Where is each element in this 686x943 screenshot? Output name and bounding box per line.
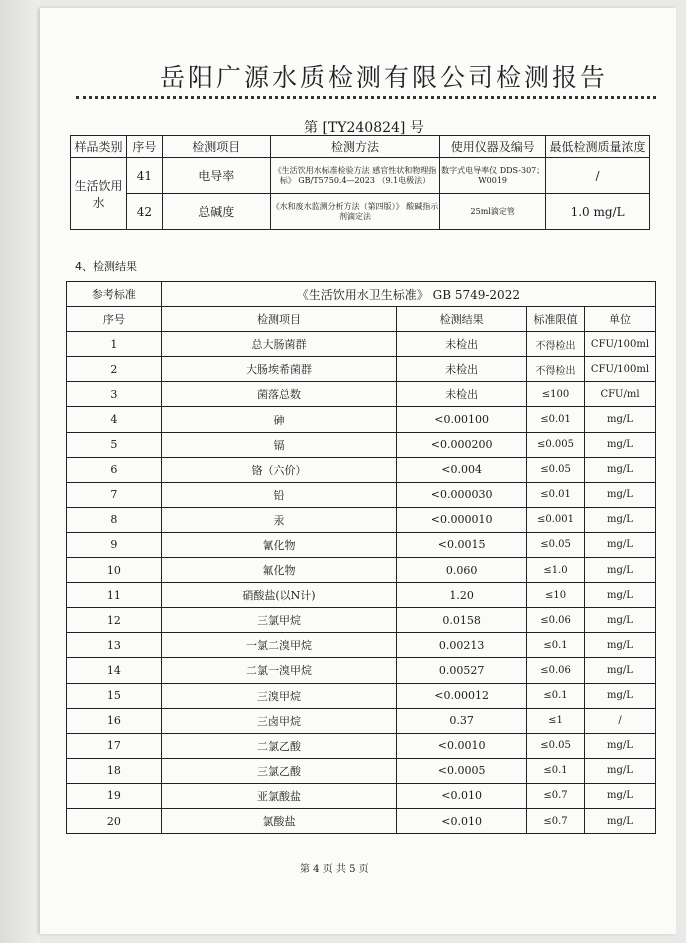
section-title: 4、检测结果 [75, 260, 137, 273]
results-table [66, 281, 656, 834]
row-no: 14 [67, 658, 162, 683]
title-divider [76, 96, 656, 99]
row-limit: ≤0.1 [527, 683, 585, 708]
row-limit: ≤0.06 [527, 658, 585, 683]
table-row [67, 608, 656, 633]
row-item: 总大肠菌群 [161, 332, 396, 357]
row-result: <0.010 [397, 808, 527, 833]
row-limit: ≤0.05 [527, 733, 585, 758]
table-row [67, 457, 656, 482]
table-row [67, 708, 656, 733]
row-item: 亚氯酸盐 [161, 783, 396, 808]
row-no: 6 [67, 457, 162, 482]
row-no: 3 [67, 382, 162, 407]
row-item: 铬（六价） [161, 457, 396, 482]
report-number: 第 [TY240824] 号 [304, 120, 424, 136]
row-unit: CFU/100ml [585, 332, 656, 357]
row-unit: mg/L [585, 507, 656, 532]
page-shadow-edge [0, 0, 40, 943]
header-no: 序号 [126, 136, 162, 158]
row-unit: mg/L [585, 457, 656, 482]
methods-header-row [71, 136, 650, 158]
methods-row [71, 194, 650, 230]
row-unit: mg/L [585, 808, 656, 833]
row-no: 1 [67, 332, 162, 357]
table-row [67, 633, 656, 658]
reference-label: 参考标准 [67, 282, 162, 307]
header-test-item: 检测项目 [162, 136, 270, 158]
row-item: 三溴甲烷 [161, 683, 396, 708]
table-row [67, 683, 656, 708]
row-result: 0.00213 [397, 633, 527, 658]
sample-category: 生活饮用水 [71, 158, 127, 230]
row-result: <0.00100 [397, 407, 527, 432]
row-limit: ≤0.05 [527, 532, 585, 557]
table-row [67, 532, 656, 557]
report-title: 岳阳广源水质检测有限公司检测报告 [159, 63, 608, 92]
table-row [67, 382, 656, 407]
header-instrument: 使用仪器及编号 [440, 136, 546, 158]
row-unit: mg/L [585, 783, 656, 808]
table-row [67, 507, 656, 532]
row-unit: mg/L [585, 758, 656, 783]
row-result: 0.060 [397, 558, 527, 583]
row-item: 总碱度 [162, 194, 270, 230]
row-unit: CFU/ml [585, 382, 656, 407]
table-row [67, 357, 656, 382]
table-row [67, 332, 656, 357]
row-no: 13 [67, 633, 162, 658]
row-result: <0.0005 [397, 758, 527, 783]
row-limit: ≤0.005 [527, 432, 585, 457]
row-result: <0.0015 [397, 532, 527, 557]
reference-row [67, 282, 656, 307]
row-limit: ≤0.001 [527, 507, 585, 532]
row-item: 铅 [161, 482, 396, 507]
row-result: <0.000200 [397, 432, 527, 457]
row-item: 一氯二溴甲烷 [161, 633, 396, 658]
row-item: 三氯甲烷 [161, 608, 396, 633]
row-limit: ≤1 [527, 708, 585, 733]
row-result: <0.0010 [397, 733, 527, 758]
row-no: 17 [67, 733, 162, 758]
row-min-conc: / [546, 158, 650, 194]
row-no: 15 [67, 683, 162, 708]
table-row [67, 407, 656, 432]
row-unit: mg/L [585, 558, 656, 583]
row-result: <0.004 [397, 457, 527, 482]
table-row [67, 558, 656, 583]
row-unit: mg/L [585, 608, 656, 633]
row-unit: mg/L [585, 733, 656, 758]
row-unit: mg/L [585, 432, 656, 457]
row-item: 汞 [161, 507, 396, 532]
row-item: 氯酸盐 [161, 808, 396, 833]
row-item: 氟化物 [161, 558, 396, 583]
row-limit: ≤0.05 [527, 457, 585, 482]
row-no: 20 [67, 808, 162, 833]
row-item: 电导率 [162, 158, 270, 194]
header-test-method: 检测方法 [270, 136, 440, 158]
header-test-item: 检测项目 [161, 307, 396, 332]
row-instrument: 数字式电导率仪 DDS-307； W0019 [440, 158, 546, 194]
row-result: 0.0158 [397, 608, 527, 633]
table-row [67, 432, 656, 457]
results-header-row [67, 307, 656, 332]
row-item: 菌落总数 [161, 382, 396, 407]
row-no: 4 [67, 407, 162, 432]
table-row [67, 733, 656, 758]
row-item: 二氯乙酸 [161, 733, 396, 758]
row-result: 未检出 [397, 357, 527, 382]
table-row [67, 808, 656, 833]
row-result: 0.00527 [397, 658, 527, 683]
row-item: 镉 [161, 432, 396, 457]
row-item: 三氯乙酸 [161, 758, 396, 783]
table-row [67, 583, 656, 608]
row-limit: ≤0.1 [527, 633, 585, 658]
row-unit: mg/L [585, 633, 656, 658]
row-result: <0.010 [397, 783, 527, 808]
row-item: 二氯一溴甲烷 [161, 658, 396, 683]
methods-row [71, 158, 650, 194]
row-unit: mg/L [585, 532, 656, 557]
header-no: 序号 [67, 307, 162, 332]
row-result: 未检出 [397, 382, 527, 407]
row-no: 41 [126, 158, 162, 194]
header-unit: 单位 [585, 307, 656, 332]
table-row [67, 783, 656, 808]
row-limit: 不得检出 [527, 332, 585, 357]
row-item: 三卤甲烷 [161, 708, 396, 733]
row-limit: ≤1.0 [527, 558, 585, 583]
row-unit: mg/L [585, 482, 656, 507]
row-limit: ≤0.7 [527, 783, 585, 808]
reference-standard: 《生活饮用水卫生标准》 GB 5749-2022 [161, 282, 655, 307]
row-no: 12 [67, 608, 162, 633]
row-no: 10 [67, 558, 162, 583]
row-unit: mg/L [585, 658, 656, 683]
header-min-concentration: 最低检测质量浓度 [546, 136, 650, 158]
page-footer: 第 4 页 共 5 页 [300, 864, 369, 875]
row-no: 5 [67, 432, 162, 457]
row-limit: ≤0.1 [527, 758, 585, 783]
row-min-conc: 1.0 mg/L [546, 194, 650, 230]
row-no: 42 [126, 194, 162, 230]
row-unit: mg/L [585, 583, 656, 608]
row-item: 硝酸盐(以N计) [161, 583, 396, 608]
row-unit: mg/L [585, 683, 656, 708]
row-method: 《生活饮用水标准检验方法 感官性状和物理指标》 GB/T5750.4—2023 （9.1电极法） [270, 158, 440, 194]
row-result: <0.00012 [397, 683, 527, 708]
row-no: 16 [67, 708, 162, 733]
row-result: <0.000030 [397, 482, 527, 507]
row-no: 7 [67, 482, 162, 507]
row-no: 11 [67, 583, 162, 608]
row-result: 0.37 [397, 708, 527, 733]
row-unit: / [585, 708, 656, 733]
row-limit: 不得检出 [527, 357, 585, 382]
row-no: 9 [67, 532, 162, 557]
table-row [67, 482, 656, 507]
row-result: <0.000010 [397, 507, 527, 532]
row-limit: ≤0.01 [527, 407, 585, 432]
row-limit: ≤100 [527, 382, 585, 407]
row-item: 大肠埃希菌群 [161, 357, 396, 382]
header-result: 检测结果 [397, 307, 527, 332]
row-no: 8 [67, 507, 162, 532]
row-item: 氰化物 [161, 532, 396, 557]
row-limit: ≤0.06 [527, 608, 585, 633]
document-page [40, 8, 676, 934]
row-limit: ≤0.01 [527, 482, 585, 507]
table-row [67, 658, 656, 683]
row-unit: mg/L [585, 407, 656, 432]
row-instrument: 25ml滴定管 [440, 194, 546, 230]
row-unit: CFU/100ml [585, 357, 656, 382]
methods-table [70, 135, 650, 230]
row-method: 《水和废水监测分析方法（第四版）》 酸碱指示剂滴定法 [270, 194, 440, 230]
table-row [67, 758, 656, 783]
row-no: 18 [67, 758, 162, 783]
row-no: 19 [67, 783, 162, 808]
results-body [67, 332, 656, 834]
row-limit: ≤10 [527, 583, 585, 608]
row-no: 2 [67, 357, 162, 382]
row-item: 砷 [161, 407, 396, 432]
row-limit: ≤0.7 [527, 808, 585, 833]
header-limit: 标准限值 [527, 307, 585, 332]
header-sample-category: 样品类别 [71, 136, 127, 158]
row-result: 1.20 [397, 583, 527, 608]
row-result: 未检出 [397, 332, 527, 357]
